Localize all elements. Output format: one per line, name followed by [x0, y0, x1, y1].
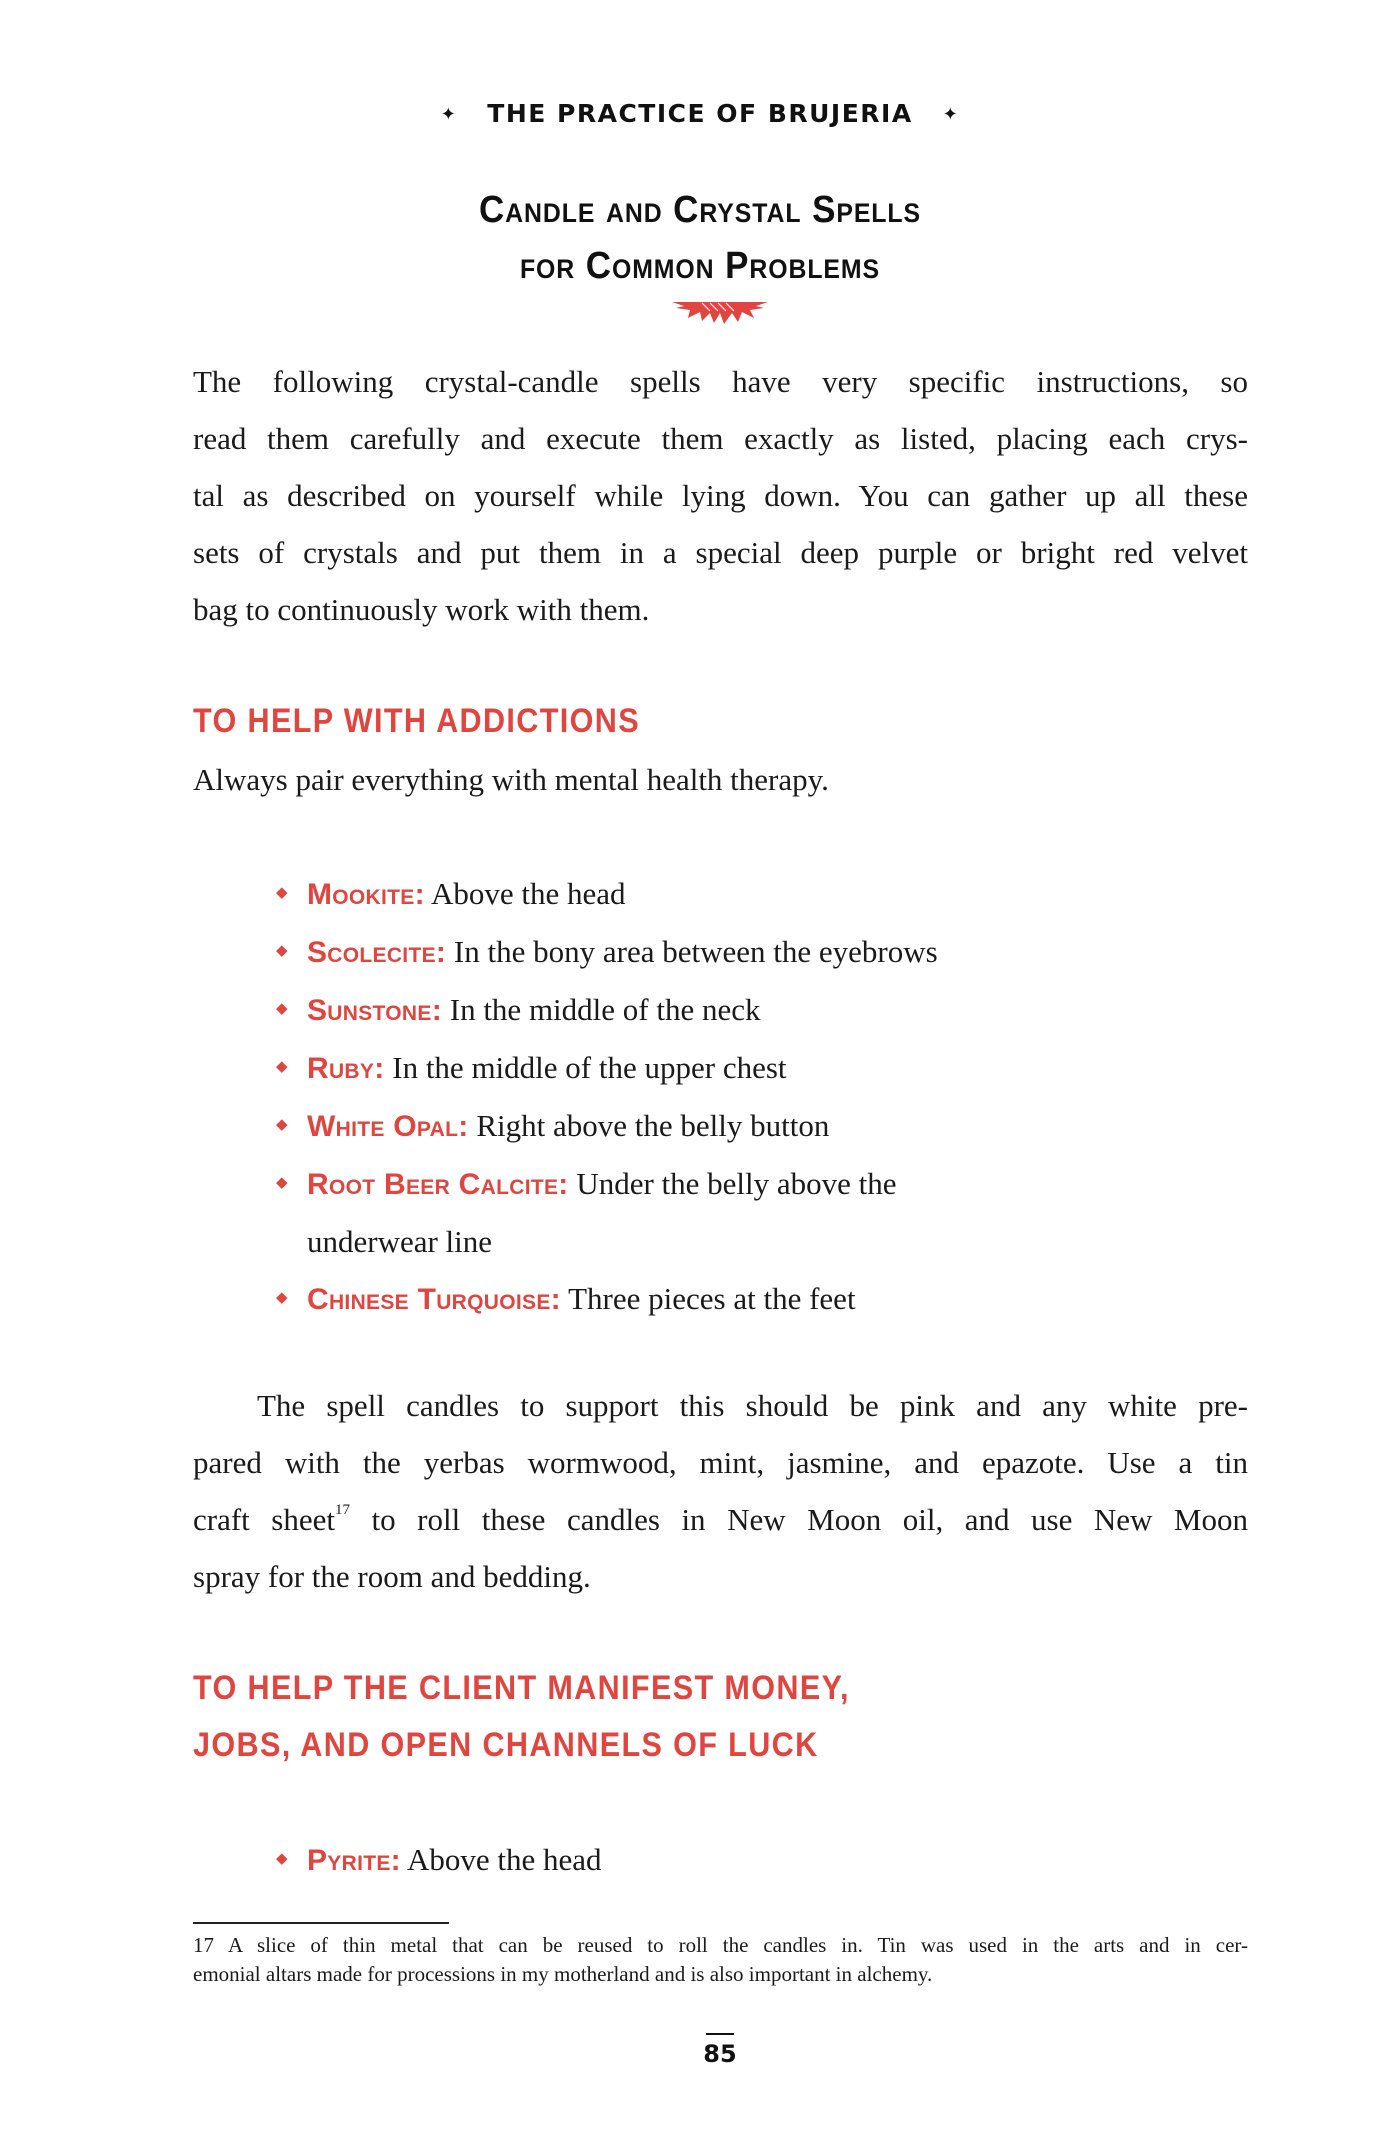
sunburst-ornament-icon — [672, 296, 768, 324]
diamond-bullet-icon: ◆ — [276, 1175, 288, 1191]
crystal-name: Chinese Turquoise: — [307, 1283, 561, 1316]
list-item — [272, 1097, 1272, 1155]
list-item — [272, 981, 1272, 1039]
diamond-bullet-icon: ◆ — [276, 1001, 288, 1017]
paragraph-line: sets of crystals and put them in a special deep purple or bright red velvet — [193, 535, 1248, 570]
section-heading-money-line-2: JOBS, AND OPEN CHANNELS OF LUCK — [193, 1726, 819, 1764]
crystal-name: Sunstone: — [307, 994, 442, 1027]
diamond-bullet-icon: ◆ — [276, 943, 288, 959]
crystal-list-money — [272, 1831, 1272, 1889]
page-number-rule — [706, 2033, 734, 2035]
list-item — [272, 1039, 1272, 1097]
crystal-placement: In the middle of the neck — [449, 992, 761, 1027]
page-number: 85 — [703, 2040, 737, 2068]
diamond-bullet-icon: ◆ — [276, 1851, 288, 1867]
crystal-placement: Above the head — [430, 876, 626, 911]
footnote-line: emonial altars made for processions in my motherland and is also important in alchemy. — [193, 1962, 933, 1986]
paragraph-line: pared with the yerbas wormwood, mint, jasmine, and epazote. Use a tin — [193, 1445, 1248, 1480]
paragraph-line: tal as described on yourself while lying down. You can gather up all these — [193, 478, 1248, 513]
crystal-name: Root Beer Calcite: — [307, 1168, 569, 1201]
footnote-reference[interactable]: 17 — [335, 1502, 350, 1518]
crystal-placement: In the middle of the upper chest — [392, 1050, 787, 1085]
section-note: Always pair everything with mental health therapy. — [193, 762, 829, 797]
crystal-list-addictions — [272, 865, 1272, 1328]
section-heading-addictions: TO HELP WITH ADDICTIONS — [193, 702, 640, 740]
list-item — [272, 1270, 1272, 1328]
running-header — [0, 96, 1400, 132]
footnote-line — [193, 1931, 1248, 1960]
paragraph-line — [193, 1491, 1248, 1548]
crystal-name: Mookite: — [307, 878, 425, 911]
text-segment: to roll these candles in New Moon oil, and use New Moon — [350, 1502, 1248, 1537]
diamond-bullet-icon: ◆ — [276, 1290, 288, 1306]
crystal-name: Ruby: — [307, 1052, 385, 1085]
crystal-name: Scolecite: — [307, 936, 447, 969]
list-item — [272, 1831, 1272, 1889]
crystal-placement: Under the belly above the — [576, 1166, 897, 1201]
section-heading-money-line-1: TO HELP THE CLIENT MANIFEST MONEY, — [193, 1669, 850, 1707]
diamond-bullet-icon: ◆ — [276, 1117, 288, 1133]
crystal-placement-continued: underwear line — [307, 1224, 493, 1259]
diamond-bullet-icon: ◆ — [276, 885, 288, 901]
crystal-placement: Three pieces at the feet — [568, 1281, 856, 1316]
paragraph-line: The spell candles to support this should be pink and any white pre- — [257, 1388, 1248, 1423]
crystal-placement: Above the head — [407, 1842, 602, 1877]
paragraph-line: bag to continuously work with them. — [193, 592, 650, 627]
running-header-title: THE PRACTICE OF BRUJERIA — [487, 99, 913, 128]
chapter-title-line-2: for Common Problems — [519, 245, 881, 287]
chapter-title — [56, 182, 1344, 294]
crystal-placement: Right above the belly button — [476, 1108, 830, 1143]
crystal-name: Pyrite: — [307, 1844, 401, 1877]
list-item — [272, 865, 1272, 923]
list-item — [272, 923, 1272, 981]
candles-paragraph — [193, 1377, 1248, 1605]
footnote-text: A slice of thin metal that can be reused to roll the candles in. Tin was used in the arts and in cer- — [228, 1933, 1248, 1957]
diamond-bullet-icon: ◆ — [276, 1059, 288, 1075]
crystal-placement: In the bony area between the eyebrows — [453, 934, 938, 969]
paragraph-line: The following crystal-candle spells have very specific instructions, so — [193, 364, 1248, 399]
text-segment: craft sheet — [193, 1502, 335, 1537]
diamond-ornament-icon: ✦ — [942, 104, 960, 125]
paragraph-line: spray for the room and bedding. — [193, 1559, 591, 1594]
footnote — [193, 1931, 1248, 1989]
paragraph-line: read them carefully and execute them exactly as listed, placing each crys- — [193, 421, 1248, 456]
list-item — [272, 1155, 1272, 1270]
chapter-title-line-1: Candle and Crystal Spells — [479, 189, 921, 231]
diamond-ornament-icon: ✦ — [440, 104, 458, 125]
crystal-name: White Opal: — [307, 1110, 469, 1143]
intro-paragraph — [193, 353, 1248, 638]
footnote-divider — [193, 1922, 449, 1924]
footnote-number: 17 — [193, 1933, 214, 1957]
